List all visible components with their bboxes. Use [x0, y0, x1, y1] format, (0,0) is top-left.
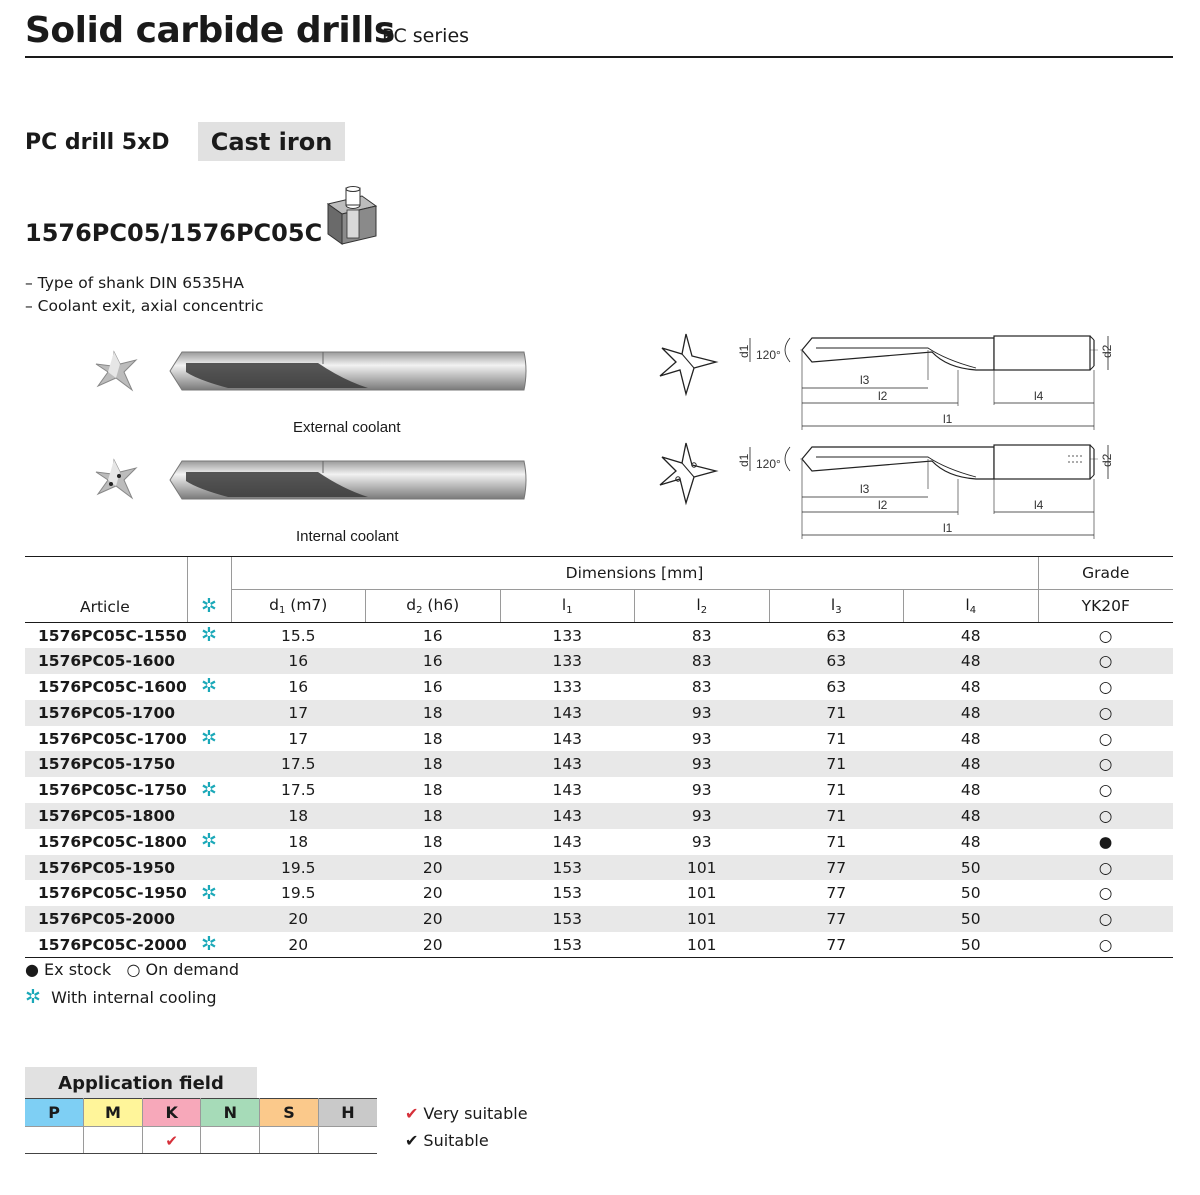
material-group-n: N [201, 1099, 260, 1127]
d1-label: d1 [737, 344, 751, 358]
title-divider [25, 56, 1173, 58]
snowflake-icon: ✲ [201, 778, 217, 801]
l4-cell: 50 [904, 855, 1039, 881]
column-header-l3: $l_3$ [769, 590, 904, 623]
coolant-cell [187, 829, 231, 855]
snowflake-icon: ✲ [25, 986, 41, 1008]
d2-label: d2 [1100, 344, 1114, 358]
d2-cell: 20 [366, 932, 501, 958]
very-suitable-key [405, 1104, 528, 1123]
table-row [25, 829, 1173, 855]
on-demand-legend: ○ On demand [126, 960, 239, 979]
d1-cell: 17.5 [280, 781, 316, 800]
external-tip-drawing [656, 332, 720, 400]
l2-cell: 93 [635, 751, 770, 777]
l1-cell: 153 [500, 855, 635, 881]
snowflake-icon: ✲ [201, 624, 217, 647]
dimensions-group-header: Dimensions [mm] [231, 557, 1038, 590]
article-cell: 1576PC05-1800 [25, 803, 187, 829]
column-header-l4: $l_4$ [904, 590, 1039, 623]
material-group-m: M [84, 1099, 143, 1127]
l1-cell: 133 [552, 626, 583, 645]
coolant-cell [187, 803, 231, 829]
feature-shank: – Type of shank DIN 6535HA [25, 274, 244, 292]
check-icon: ✔ [405, 1104, 419, 1123]
d2-cell: 18 [422, 832, 443, 851]
very-suitable-label: Very suitable [423, 1104, 528, 1123]
material-group-s: S [260, 1099, 319, 1127]
l2-cell: 93 [691, 781, 712, 800]
l1-cell: 133 [552, 677, 583, 696]
suitable-key [405, 1131, 489, 1150]
material-group-h: H [318, 1099, 377, 1127]
grade-cell: ○ [1038, 906, 1173, 932]
product-name: PC drill 5xD [25, 130, 170, 155]
table-row [25, 623, 1173, 649]
internal-tip-icon [94, 458, 138, 500]
coolant-cell [187, 674, 231, 700]
d2-cell: 18 [366, 751, 501, 777]
internal-coolant-caption: Internal coolant [296, 528, 399, 545]
material-group-k: K [142, 1099, 201, 1127]
l4-cell: 48 [960, 729, 981, 748]
d2-cell: 16 [366, 648, 501, 674]
angle-label: 120° [756, 348, 781, 362]
l1-cell: 143 [552, 781, 583, 800]
d2-cell: 16 [422, 626, 443, 645]
l2-cell: 101 [686, 884, 717, 903]
article-cell: 1576PC05-2000 [25, 906, 187, 932]
snowflake-icon: ✲ [201, 727, 217, 750]
d1-cell: 18 [288, 832, 309, 851]
check-icon: ✔ [165, 1131, 178, 1150]
column-header-l2: $l_2$ [635, 590, 770, 623]
snowflake-icon: ✲ [201, 675, 217, 698]
coolant-cell [187, 932, 231, 958]
material-group-p: P [25, 1099, 84, 1127]
l2-label: l2 [878, 498, 888, 512]
suitability-cell-s [260, 1127, 319, 1154]
l1-cell: 153 [552, 884, 583, 903]
grade-cell: ○ [1098, 884, 1113, 903]
coolant-cell [187, 880, 231, 906]
l3-cell: 71 [769, 751, 904, 777]
d1-cell: 16 [288, 677, 309, 696]
table-row [25, 648, 1173, 674]
l1-cell: 143 [500, 803, 635, 829]
grade-cell: ○ [1098, 781, 1113, 800]
l2-cell: 93 [691, 729, 712, 748]
internal-tip-drawing [656, 441, 720, 509]
article-cell: 1576PC05C-1950 [38, 884, 187, 903]
article-cell: 1576PC05-1600 [25, 648, 187, 674]
grade-cell: ○ [1038, 932, 1173, 958]
l1-cell: 143 [500, 751, 635, 777]
article-cell: 1576PC05C-2000 [25, 932, 187, 958]
table-row [25, 932, 1173, 958]
l2-cell: 101 [635, 855, 770, 881]
grade-cell: ○ [1038, 803, 1173, 829]
l2-cell: 93 [635, 700, 770, 726]
l3-cell: 63 [769, 648, 904, 674]
table-row [25, 777, 1173, 803]
l4-cell: 48 [960, 677, 981, 696]
l4-cell: 48 [904, 751, 1039, 777]
table-row [25, 855, 1173, 881]
l2-label: l2 [878, 389, 888, 403]
l1-cell: 143 [500, 700, 635, 726]
l4-cell: 48 [904, 648, 1039, 674]
coolant-cell [187, 777, 231, 803]
d2-label: d2 [1100, 453, 1114, 467]
coolant-cell [187, 726, 231, 752]
stock-legend [25, 960, 239, 979]
grade-cell: ○ [1038, 648, 1173, 674]
suitability-cell-m [84, 1127, 143, 1154]
article-cell: 1576PC05-1950 [25, 855, 187, 881]
grade-cell: ○ [1038, 700, 1173, 726]
d1-cell: 20 [231, 906, 366, 932]
page-title: Solid carbide drills [25, 10, 395, 51]
grade-cell: ○ [1098, 626, 1113, 645]
d1-label: d1 [737, 453, 751, 467]
column-header-d2: $d_2$ (h6) [366, 590, 501, 623]
coolant-cell [187, 906, 231, 932]
coolant-cell [187, 751, 231, 777]
l3-cell: 71 [826, 781, 847, 800]
table-row [25, 880, 1173, 906]
external-coolant-caption: External coolant [293, 419, 401, 436]
coolant-column-header [187, 557, 231, 623]
l1-cell: 133 [500, 648, 635, 674]
table-row [25, 751, 1173, 777]
dimensions-table [25, 556, 1173, 958]
l4-label: l4 [1034, 389, 1044, 403]
application-field-title: Application field [25, 1067, 257, 1098]
d2-cell: 20 [366, 855, 501, 881]
l3-cell: 77 [769, 906, 904, 932]
article-cell: 1576PC05C-1800 [38, 832, 187, 851]
grade-cell: ○ [1038, 751, 1173, 777]
check-icon: ✔ [405, 1131, 419, 1150]
l1-label: l1 [943, 412, 953, 426]
l2-cell: 83 [691, 677, 712, 696]
angle-label: 120° [756, 457, 781, 471]
grade-cell: ○ [1098, 677, 1113, 696]
snowflake-icon: ✲ [201, 933, 217, 956]
l3-label: l3 [860, 482, 870, 496]
grade-group-header: Grade [1038, 557, 1173, 590]
d1-cell: 17 [288, 729, 309, 748]
d2-cell: 18 [422, 781, 443, 800]
d1-cell: 19.5 [280, 884, 316, 903]
external-drill-image [168, 350, 530, 392]
article-cell: 1576PC05-1700 [25, 700, 187, 726]
table-row [25, 803, 1173, 829]
l1-cell: 153 [500, 906, 635, 932]
grade-name-header: YK20F [1038, 590, 1173, 623]
l2-cell: 93 [691, 832, 712, 851]
d2-cell: 18 [422, 729, 443, 748]
feature-coolant: – Coolant exit, axial concentric [25, 297, 264, 315]
l3-cell: 71 [826, 832, 847, 851]
article-code: 1576PC05/1576PC05C [25, 219, 323, 247]
article-cell: 1576PC05C-1600 [38, 677, 187, 696]
l3-cell: 63 [826, 626, 847, 645]
l1-cell: 143 [552, 832, 583, 851]
l4-cell: 48 [960, 781, 981, 800]
d2-cell: 20 [366, 906, 501, 932]
ex-stock-legend: ● Ex stock [25, 960, 112, 979]
internal-cooling-legend: With internal cooling [51, 988, 217, 1007]
l3-cell: 71 [769, 803, 904, 829]
d1-cell: 17.5 [231, 751, 366, 777]
l4-cell: 50 [904, 932, 1039, 958]
d1-cell: 16 [231, 648, 366, 674]
article-cell: 1576PC05-1750 [25, 751, 187, 777]
article-cell: 1576PC05C-1550 [38, 626, 187, 645]
suitability-cell-h [318, 1127, 377, 1154]
column-header-l1: $l_1$ [500, 590, 635, 623]
l2-cell: 83 [635, 648, 770, 674]
coolant-cell [187, 623, 231, 649]
cooling-legend [25, 988, 217, 1007]
d1-cell: 18 [231, 803, 366, 829]
article-cell: 1576PC05C-1700 [38, 729, 187, 748]
material-badge: Cast iron [198, 122, 345, 161]
external-dimension-drawing [732, 330, 1120, 430]
l2-cell: 83 [691, 626, 712, 645]
l2-cell: 101 [635, 932, 770, 958]
d1-cell: 17 [231, 700, 366, 726]
d2-cell: 18 [366, 803, 501, 829]
coolant-cell [187, 855, 231, 881]
grade-cell: ● [1098, 832, 1113, 851]
table-row [25, 674, 1173, 700]
d1-cell: 19.5 [231, 855, 366, 881]
l1-label: l1 [943, 521, 953, 535]
internal-drill-image [168, 459, 530, 501]
suitability-cell-p [25, 1127, 84, 1154]
l3-cell: 71 [769, 700, 904, 726]
l4-cell: 50 [904, 906, 1039, 932]
table-row [25, 906, 1173, 932]
snowflake-icon: ✲ [201, 830, 217, 853]
l4-cell: 50 [960, 884, 981, 903]
snowflake-icon: ✲ [201, 881, 217, 904]
snowflake-icon: ✲ [201, 595, 217, 617]
coolant-cell [187, 648, 231, 674]
cast-iron-icon [326, 186, 378, 246]
application-field-table [25, 1098, 377, 1154]
l4-cell: 48 [904, 803, 1039, 829]
d1-cell: 20 [231, 932, 366, 958]
l3-cell: 63 [826, 677, 847, 696]
grade-cell: ○ [1098, 729, 1113, 748]
table-row [25, 726, 1173, 752]
l3-cell: 77 [826, 884, 847, 903]
table-row [25, 700, 1173, 726]
d2-cell: 20 [422, 884, 443, 903]
series-label: PC series [382, 25, 470, 47]
l2-cell: 101 [635, 906, 770, 932]
l3-cell: 71 [826, 729, 847, 748]
l4-label: l4 [1034, 498, 1044, 512]
l3-cell: 77 [769, 932, 904, 958]
l4-cell: 48 [960, 832, 981, 851]
suitability-cell-n [201, 1127, 260, 1154]
d2-cell: 16 [422, 677, 443, 696]
grade-cell: ○ [1038, 855, 1173, 881]
article-cell: 1576PC05C-1750 [38, 781, 187, 800]
l3-label: l3 [860, 373, 870, 387]
external-tip-icon [94, 350, 138, 392]
column-header-d1: $d_1$ (m7) [231, 590, 366, 623]
l3-cell: 77 [769, 855, 904, 881]
l4-cell: 48 [960, 626, 981, 645]
internal-dimension-drawing [732, 439, 1120, 539]
l4-cell: 48 [904, 700, 1039, 726]
suitability-cell-k [142, 1127, 201, 1154]
l2-cell: 93 [635, 803, 770, 829]
d1-cell: 15.5 [280, 626, 316, 645]
coolant-cell [187, 700, 231, 726]
d2-cell: 18 [366, 700, 501, 726]
l1-cell: 153 [500, 932, 635, 958]
l1-cell: 143 [552, 729, 583, 748]
suitable-label: Suitable [423, 1131, 489, 1150]
article-header: Article [25, 557, 187, 623]
